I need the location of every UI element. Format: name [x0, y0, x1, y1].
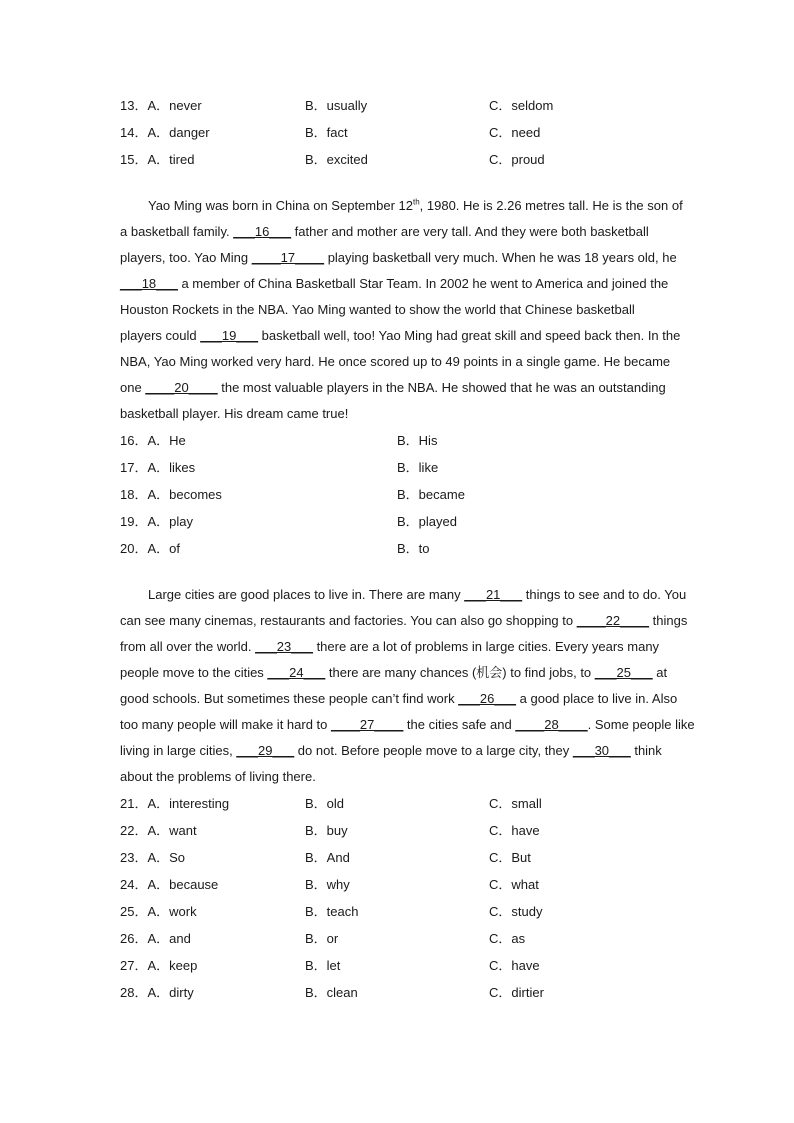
- passage-line: from all over the world. ___23___ there are a lot of problems in large cities. Every years many: [120, 639, 660, 654]
- question-row: [120, 790, 680, 817]
- question-row: [120, 898, 680, 925]
- option-a: 20．A．of: [120, 541, 180, 556]
- option-c: C．what: [489, 877, 539, 892]
- option-a: 14．A．danger: [120, 125, 210, 140]
- blank-27: ____27____: [331, 717, 404, 732]
- question-row: [120, 427, 680, 454]
- option-c: C．have: [489, 823, 540, 838]
- question-row: [120, 979, 680, 1006]
- blank-23: ___23___: [255, 639, 313, 654]
- option-b: B．like: [397, 460, 439, 475]
- passage-line: basketball player. His dream came true!: [120, 406, 349, 421]
- option-a: 15．A．tired: [120, 152, 195, 167]
- blank-29: ___29___: [236, 743, 295, 758]
- blank-20: ____20____: [145, 380, 218, 395]
- option-b: B．buy: [305, 823, 348, 838]
- question-row: [120, 925, 680, 952]
- option-c: C．small: [489, 796, 542, 811]
- blank-26: ___26___: [458, 691, 517, 706]
- question-row: [120, 119, 680, 146]
- option-b: B．And: [305, 850, 350, 865]
- option-a: 17．A．likes: [120, 460, 196, 475]
- passage-line: Large cities are good places to live in. There are many ___21___ things to see and to do. You: [148, 587, 687, 602]
- option-a: 23．A．So: [120, 850, 186, 865]
- option-b: B．His: [397, 433, 438, 448]
- option-c: C．need: [489, 125, 541, 140]
- passage-line: NBA, Yao Ming worked very hard. He once scored up to 49 points in a single game. He became: [120, 354, 671, 369]
- option-a: 28．A．dirty: [120, 985, 194, 1000]
- question-row: [120, 817, 680, 844]
- passage-line: people move to the cities ___24___ there are many chances (机会) to find jobs, to ___25___ at: [120, 665, 668, 680]
- question-row: [120, 844, 680, 871]
- question-row: [120, 481, 680, 508]
- blank-19: ___19___: [200, 328, 259, 343]
- option-a: 16．A．He: [120, 433, 186, 448]
- question-row: [120, 952, 680, 979]
- option-b: B．or: [305, 931, 339, 946]
- blank-30: ___30___: [572, 743, 631, 758]
- passage-line: ___18___ a member of China Basketball Star Team. In 2002 he went to America and joined the: [120, 276, 669, 291]
- option-c: C．seldom: [489, 98, 554, 113]
- question-row: [120, 871, 680, 898]
- option-b: B．became: [397, 487, 465, 502]
- option-b: B．excited: [305, 152, 368, 167]
- option-a: 25．A．work: [120, 904, 197, 919]
- passage-line: about the problems of living there.: [120, 769, 316, 784]
- question-row: [120, 535, 680, 562]
- option-b: B．let: [305, 958, 341, 973]
- questions-21-28: [120, 790, 680, 1006]
- blank-25: ___25___: [594, 665, 653, 680]
- option-c: C．as: [489, 931, 526, 946]
- passage-line: players, too. Yao Ming ____17____ playing basketball very much. When he was 18 years old, he: [120, 250, 677, 265]
- passage-line: Yao Ming was born in China on September 12th, 1980. He is 2.26 metres tall. He is the son of: [148, 197, 683, 213]
- blank-28: ____28____: [515, 717, 588, 732]
- option-b: B．played: [397, 514, 457, 529]
- blank-24: ___24___: [267, 665, 326, 680]
- question-row: [120, 92, 680, 119]
- passage-large-cities: [120, 582, 695, 790]
- passage-line: one ____20____ the most valuable players in the NBA. He showed that he was an outstanding: [120, 380, 666, 395]
- option-b: B．usually: [305, 98, 368, 113]
- option-c: C．have: [489, 958, 540, 973]
- question-row: [120, 508, 680, 535]
- blank-18: ___18___: [120, 276, 178, 291]
- option-a: 22．A．want: [120, 823, 197, 838]
- passage-line: Houston Rockets in the NBA. Yao Ming wanted to show the world that Chinese basketball: [120, 302, 635, 317]
- worksheet-page: [120, 92, 695, 1006]
- option-a: 27．A．keep: [120, 958, 198, 973]
- option-a: 19．A．play: [120, 514, 193, 529]
- question-row: [120, 454, 680, 481]
- passage-yao-ming: [120, 193, 683, 427]
- option-c: C．But: [489, 850, 531, 865]
- option-c: C．study: [489, 904, 543, 919]
- questions-16-20: [120, 427, 680, 562]
- passage-line: can see many cinemas, restaurants and factories. You can also go shopping to ____22____ things: [120, 613, 688, 628]
- blank-22: ____22____: [576, 613, 650, 628]
- passage-line: good schools. But sometimes these people can’t find work ___26___ a good place to live in. Also: [120, 691, 678, 706]
- option-b: B．to: [397, 541, 430, 556]
- passage-line: players could ___19___ basketball well, too! Yao Ming had great skill and speed back then. In the: [120, 328, 681, 343]
- option-b: B．old: [305, 796, 345, 811]
- passage-line: living in large cities, ___29___ do not. Before people move to a large city, they ___30___ think: [120, 743, 662, 758]
- questions-13-15: [120, 92, 680, 173]
- blank-17: ____17____: [251, 250, 325, 265]
- option-a: 21．A．interesting: [120, 796, 230, 811]
- blank-21: ___21___: [464, 587, 523, 602]
- option-b: B．clean: [305, 985, 358, 1000]
- question-row: [120, 146, 680, 173]
- blank-16: ___16___: [233, 224, 292, 239]
- option-c: C．dirtier: [489, 985, 544, 1000]
- option-a: 13．A．never: [120, 98, 202, 113]
- option-a: 18．A．becomes: [120, 487, 222, 502]
- option-b: B．teach: [305, 904, 359, 919]
- option-b: B．why: [305, 877, 350, 892]
- option-a: 24．A．because: [120, 877, 219, 892]
- option-b: B．fact: [305, 125, 348, 140]
- passage-line: a basketball family. ___16___ father and mother are very tall. And they were both basketball: [120, 224, 649, 239]
- option-a: 26．A．and: [120, 931, 191, 946]
- passage-line: too many people will make it hard to ____27____ the cities safe and ____28____. Some people like: [120, 717, 695, 732]
- option-c: C．proud: [489, 152, 545, 167]
